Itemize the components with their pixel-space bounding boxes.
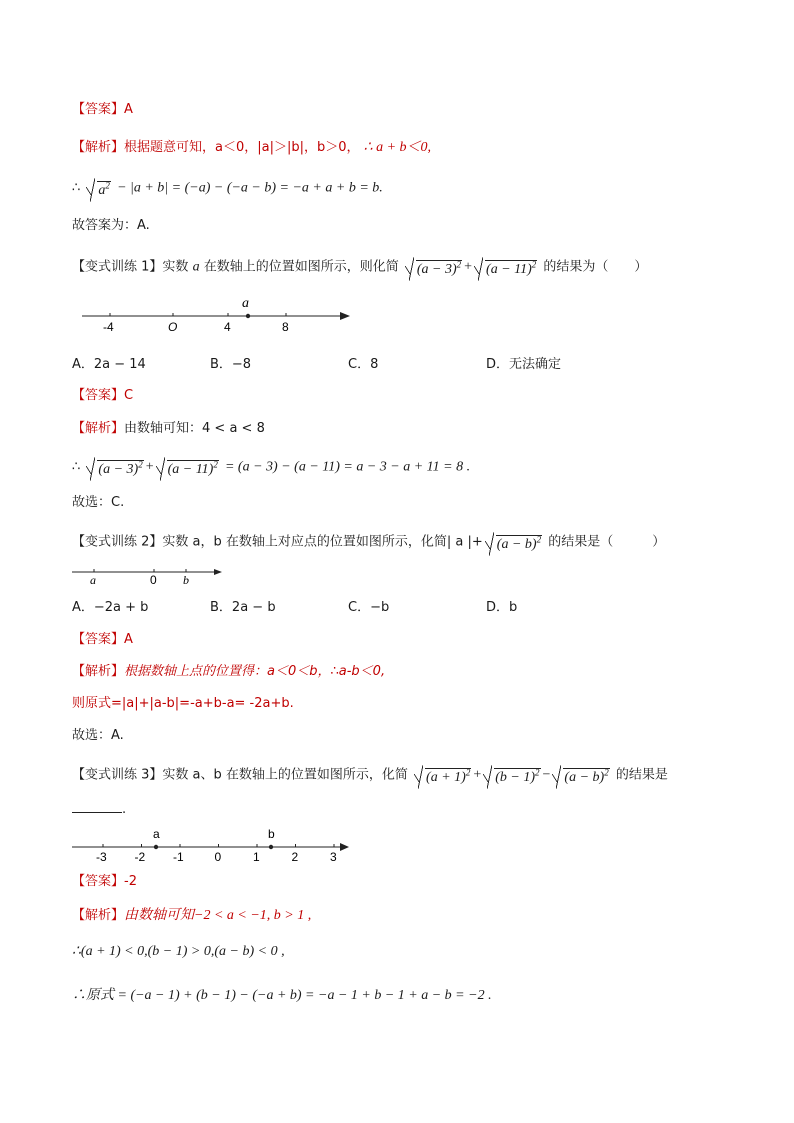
v1-stem-b: 在数轴上的位置如图所示，则化简 — [203, 259, 399, 275]
v2-stem-b: 的结果是（ ） — [548, 534, 666, 550]
v1-axis-arrow — [340, 312, 350, 320]
answer-label: 【答案】 — [72, 632, 125, 647]
v1-tick-label-0: -4 — [103, 320, 114, 334]
v2-stem-a: 实数 a，b 在数轴上对应点的位置如图所示，化简| a |+ — [162, 534, 483, 550]
v1-analysis: 由数轴可知：4 < a < 8 — [124, 421, 265, 436]
v2-option-b: B．2a − b — [210, 600, 276, 615]
v3-step2-line — [72, 986, 492, 1006]
answer-line-1 — [72, 100, 133, 120]
v2-step-line — [72, 694, 294, 714]
v3-step2: ∴原式 = (−a − 1) + (b − 1) − (−a + b) = −a − 1 + b − 1 + a − b = −2 . — [72, 988, 492, 1003]
v2-conclusion: 故选：A. — [72, 728, 124, 743]
analysis-label: 【解析】 — [72, 421, 125, 436]
v2-zero-label: 0 — [150, 573, 157, 587]
analysis-math: ∴ a + b＜0, — [363, 140, 432, 155]
v3-sqrt-2: $(b - 1)^2$ — [483, 763, 540, 787]
v3-answer-line — [72, 872, 137, 892]
v3-stem-b: 的结果是 — [615, 767, 668, 783]
conclusion: 故答案为：A. — [72, 218, 150, 233]
v2-option-c: C．−b — [348, 600, 390, 615]
v1-option-d: D．无法确定 — [486, 357, 562, 372]
v3-step1-line — [72, 942, 285, 962]
v3-sqrt-1: $(a + 1)^2$ — [414, 763, 471, 787]
v3-answer-blank — [72, 812, 122, 813]
v1-option-a: A．2a − 14 — [72, 357, 146, 372]
v1-answer-value: C — [124, 388, 134, 403]
analysis-label: 【解析】 — [72, 908, 125, 923]
v3-tick-label: 2 — [291, 850, 299, 864]
v1-point-a — [246, 314, 250, 318]
step-line-1 — [72, 176, 383, 200]
v2-axis-arrow — [214, 569, 222, 575]
v2-answer-line — [72, 630, 133, 650]
v1-step-expression: = (a − 3) − (a − 11) = a − 3 − a + 11 = 8 . — [224, 459, 471, 475]
v1-sqrt-1: $(a - 3)^2$ — [405, 255, 462, 279]
v3-tick-label: -2 — [134, 850, 146, 864]
v2-option-d: D．b — [486, 600, 518, 615]
v3-tick-label: 3 — [330, 850, 337, 864]
v1-number-line — [72, 293, 362, 338]
v3-axis-arrow — [340, 843, 349, 851]
v3-analysis: 由数轴可知−2 < a < −1, b > 1 , — [124, 908, 312, 923]
therefore-symbol: ∴ — [72, 180, 81, 196]
v1-sqrt-2: $(a - 11)^2$ — [474, 255, 537, 279]
v3-stem: 【变式训练 3】实数 a、b 在数轴上的位置如图所示，化简 $(a + 1)^2 + (b - 1)^2 - (a - b)^2$ 的结果是 — [72, 763, 668, 787]
v1-option-c: C．8 — [348, 357, 379, 372]
v2-analysis-line — [72, 662, 385, 682]
v3-sqrt-3: $(a - b)^2$ — [552, 763, 609, 787]
v3-step1: ∴(a + 1) < 0,(b − 1) > 0,(a − b) < 0 , — [72, 944, 285, 959]
v3-tick-label: 1 — [253, 850, 260, 864]
v1-answer-line — [72, 386, 133, 406]
analysis-text: 根据题意可知，a＜0，|a|＞|b|，b＞0， — [124, 140, 360, 155]
v1-step-sqrt-2: $(a - 11)^2$ — [156, 455, 219, 479]
v2-answer-value: A — [124, 632, 133, 647]
v1-conclusion-line — [72, 493, 124, 513]
v3-stem-a: 实数 a、b 在数轴上的位置如图所示，化简 — [162, 767, 408, 783]
v1-stem-c: 的结果为（ ） — [543, 259, 648, 275]
v3-blank-line — [72, 800, 126, 820]
v3-answer-value: -2 — [124, 874, 137, 889]
v2-step: 则原式=|a|+|a-b|=-a+b-a= -2a+b. — [72, 696, 294, 711]
v1-step-line: ∴ $(a - 3)^2 + (a - 11)^2 = (a - 3) - (a - 11) = a - 3 - a + 11 = 8$ . — [72, 455, 470, 479]
v3-label: 【变式训练 3】 — [72, 767, 163, 783]
sqrt-a-squared: $a^2$ — [86, 176, 111, 200]
v2-conclusion-line — [72, 726, 124, 746]
v1-tick-label-2: 4 — [224, 320, 231, 334]
v2-number-line — [72, 560, 232, 590]
answer-label: 【答案】 — [72, 102, 125, 117]
v1-label: 【变式训练 1】 — [72, 259, 163, 275]
analysis-label: 【解析】 — [72, 664, 125, 679]
v2-stem — [72, 530, 665, 554]
v1-conclusion: 故选：C. — [72, 495, 125, 510]
v2-point-a: a — [90, 573, 96, 587]
v3-analysis-line — [72, 906, 311, 926]
v1-var: a — [192, 259, 200, 275]
v3-tick-label: -1 — [173, 850, 184, 864]
step-expression: − |a + b| = (−a) − (−a − b) = −a + a + b = b. — [117, 180, 383, 196]
answer-label: 【答案】 — [72, 388, 125, 403]
answer-value: A — [124, 102, 133, 117]
v1-option-b: B．−8 — [210, 357, 252, 372]
v1-analysis-line — [72, 419, 265, 439]
analysis-line-1 — [72, 138, 431, 158]
v3-point-a-label: a — [153, 827, 160, 841]
v1-step-sqrt-1: $(a - 3)^2$ — [86, 455, 143, 479]
v3-point-a — [154, 845, 158, 849]
therefore-symbol: ∴ — [72, 459, 81, 475]
v1-point-label: a — [242, 296, 249, 311]
v3-tick-label: -3 — [96, 850, 107, 864]
v3-tick-label: 0 — [214, 850, 222, 864]
v2-label: 【变式训练 2】 — [72, 534, 163, 550]
v1-tick-label-1: O — [168, 320, 178, 334]
v2-option-a: A．−2a + b — [72, 600, 149, 615]
analysis-label: 【解析】 — [72, 140, 125, 155]
v1-tick-label-3: 8 — [282, 320, 289, 334]
v2-analysis: 根据数轴上点的位置得：a＜0＜b，∴a-b＜0, — [124, 664, 386, 679]
v2-sqrt: $(a - b)^2$ — [485, 530, 542, 554]
v1-stem-a: 实数 — [162, 259, 189, 275]
v2-point-b: b — [183, 573, 189, 587]
v3-end: . — [122, 802, 127, 817]
v3-point-b — [269, 845, 273, 849]
v3-point-b-label: b — [268, 827, 275, 841]
conclusion-line-1 — [72, 216, 150, 236]
answer-label: 【答案】 — [72, 874, 125, 889]
v1-stem: 【变式训练 1】实数 a 在数轴上的位置如图所示，则化简 $(a - 3)^2 + (a - 11)^2$ 的结果为（ ） — [72, 255, 647, 279]
v3-number-line — [72, 826, 362, 866]
